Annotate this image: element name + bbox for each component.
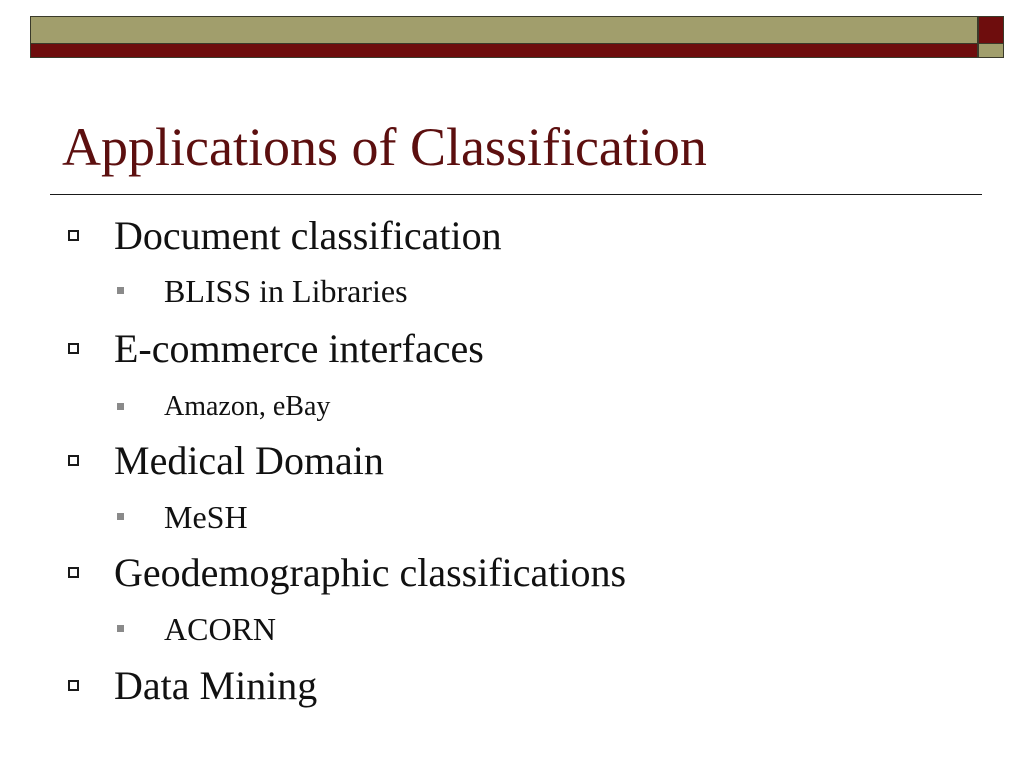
bullet-label: Data Mining (114, 663, 318, 708)
hollow-square-bullet-icon (68, 567, 79, 578)
bullet-medical-domain (0, 437, 1000, 487)
sub-bullet-label: ACORN (164, 611, 277, 647)
bullet-label: Medical Domain (114, 438, 384, 483)
bullet-label: Geodemographic classifications (114, 550, 627, 595)
filled-square-bullet-icon (117, 625, 124, 632)
slide-title: Applications of Classification (62, 117, 707, 177)
sub-bullet-mesh (0, 498, 1000, 538)
bullet-document-classification (0, 212, 1000, 262)
hollow-square-bullet-icon (68, 680, 79, 691)
bullet-label: Document classification (114, 213, 502, 258)
hollow-square-bullet-icon (68, 343, 79, 354)
filled-square-bullet-icon (117, 513, 124, 520)
bullet-e-commerce-interfaces (0, 325, 1000, 375)
sub-bullet-label: MeSH (164, 499, 248, 535)
bullet-geodemographic-classifications (0, 549, 1000, 599)
filled-square-bullet-icon (117, 403, 124, 410)
hollow-square-bullet-icon (68, 230, 79, 241)
sub-bullet-acorn (0, 610, 1000, 650)
sub-bullet-label: Amazon, eBay (164, 391, 331, 422)
sub-bullet-bliss (0, 272, 1000, 312)
sub-bullet-amazon-ebay (0, 388, 1000, 428)
sub-bullet-label: BLISS in Libraries (164, 273, 408, 309)
bullet-label: E-commerce interfaces (114, 326, 484, 371)
bullet-data-mining (0, 662, 1000, 712)
hollow-square-bullet-icon (68, 455, 79, 466)
filled-square-bullet-icon (117, 287, 124, 294)
